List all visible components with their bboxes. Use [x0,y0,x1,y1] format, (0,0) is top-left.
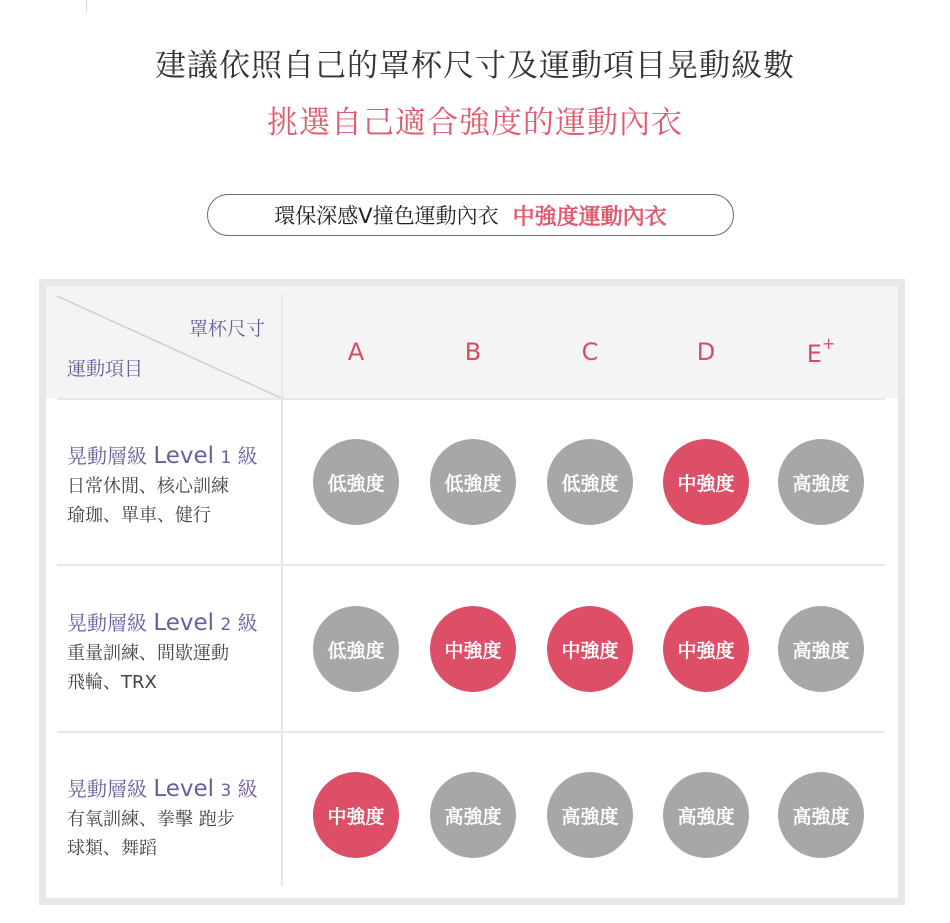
table-corner-cell [57,296,281,398]
corner-diagonal-line [57,296,281,398]
size-header-b: B [464,338,482,366]
size-header-a: A [347,338,365,366]
level-title: 晃動層級 Level 1 級 [67,443,258,469]
row-label [67,775,281,863]
intensity-badge: 低強度 [313,439,399,525]
product-badge [207,194,734,236]
intensity-badge: 低強度 [430,439,516,525]
row-label [67,442,281,530]
activity-line: 重量訓練、間歇運動 [67,643,229,664]
product-name: 環保深感V撞色運動內衣 [274,204,499,228]
intensity-badge: 高強度 [547,772,633,858]
intensity-badge: 中強度 [547,606,633,692]
size-header-c: C [581,338,599,366]
size-header-e-plus: E+ [806,334,836,368]
intensity-badge: 高強度 [778,439,864,525]
page-title: 建議依照自己的罩杯尺寸及運動項目晃動級數 [155,48,795,84]
page-subtitle: 挑選自己適合強度的運動內衣 [267,105,683,141]
table-body [46,286,898,898]
level-title: 晃動層級 Level 2 級 [67,610,258,636]
level-title: 晃動層級 Level 3 級 [67,776,258,802]
activity-line: 球類、舞蹈 [67,838,157,859]
intensity-badge: 低強度 [313,606,399,692]
intensity-badge: 中強度 [663,439,749,525]
intensity-badge: 高強度 [778,606,864,692]
size-header-d: D [696,338,716,366]
corner-label-activity: 運動項目 [67,358,144,380]
intensity-badge: 高強度 [430,772,516,858]
intensity-badge: 中強度 [663,606,749,692]
corner-label-cup-size: 罩杯尺寸 [188,318,265,340]
decorative-divider [86,0,87,12]
intensity-badge: 高強度 [778,772,864,858]
product-intensity-tag: 中強度運動內衣 [512,204,667,230]
intensity-badge: 高強度 [663,772,749,858]
intensity-badge: 中強度 [430,606,516,692]
activity-line: 有氧訓練、拳擊 跑步 [67,809,235,830]
table-header-row [46,286,898,398]
intensity-badge: 低強度 [547,439,633,525]
intensity-badge: 中強度 [313,772,399,858]
activity-line: 飛輪、TRX [67,672,157,693]
plus-superscript: + [821,334,836,353]
intensity-table [39,279,905,905]
activity-line: 瑜珈、單車、健行 [67,505,211,526]
row-label [67,609,281,697]
activity-line: 日常休閒、核心訓練 [67,476,229,497]
row-separator [57,564,885,566]
